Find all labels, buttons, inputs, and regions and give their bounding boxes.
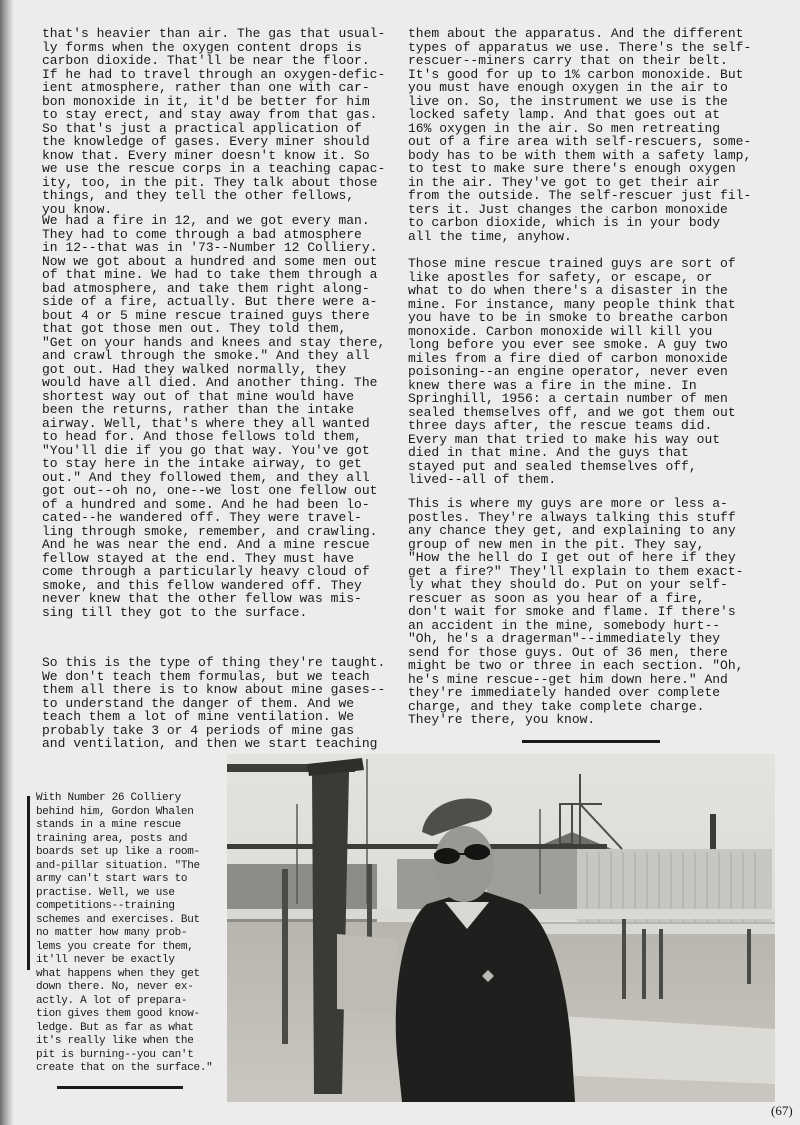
- sunglasses-bridge: [434, 853, 490, 855]
- paragraph: We had a fire in 12, and we got every man. They had to come through a bad atmosphere in 12--that was in '73--Number 12 Colliery. Now we got about a hundred and some men out of that mine. We had to take them through a bad atmosphere, and take them right along- side of a fire, actually. But there were a- bout 4 or 5 mine rescue trained guys there that got those men out. They told them, "Get on your hands and knees and stay there, and crawl through the smoke." And they all got out. Had they walked normally, they would have all died. And another thing. The shortest way out of that mine would have been the returns, rather than the intake airway. Well, that's where they all wanted to head for. And those fellows told them, "You'll die if you go that way. You've got to stay here in the intake airway, to get out." And they followed them, and they all got out--oh no, one--we lost one fellow out of a hundred and some. And he had been lo- cated--he wandered off. They were travel- ling through smoke, remember, and crawling. And he was near the end. And a mine rescue fellow stayed at the end. They must have come through a particularly heavy cloud of smoke, and this fellow wandered off. They never knew that the other fellow was mis- sing till they got to the surface.: [42, 213, 386, 620]
- page-binding-shadow: [0, 0, 14, 1125]
- photo-illustration: [227, 754, 775, 1102]
- paragraph: So this is the type of thing they're taught. We don't teach them formulas, but we teach them all there is to know about mine gases-- to understand the danger of them. And we teach them a lot of mine ventilation. We probably take 3 or 4 periods of mine gas and ventilation, and then we start teaching: [42, 655, 386, 751]
- paragraph: This is where my guys are more or less a- postles. They're always talking this stuff any chance they get, and explaining to any group of new men in the pit. They say, "How the hell do I get out of here if they get a fire?" They'll explain to them exact- ly what they should do. Put on your self- rescuer as soon as you hear of a fire, don't wait for smoke and flame. If there's an accident in the mine, somebody hurt-- "Oh, he's a dragerman"--immediately they send for those guys. Out of 36 men, there might be two or three in each section. "Oh, he's mine rescue--get him down here." And they're immediately handed over complete charge, and they take complete charge. They're there, you know.: [408, 496, 744, 727]
- page-number: (67): [771, 1103, 793, 1118]
- face: [434, 826, 494, 902]
- caption-end-rule: [57, 1086, 183, 1089]
- paragraph: them about the apparatus. And the different types of apparatus we use. There's the self- rescuer--miners carry that on their belt. It's good for up to 1% carbon monoxide. But you must have enough oxygen in the air to live on. So, the instrument we use is the locked safety lamp. And that goes out at 16% oxygen in the air. So men retreating out of a fire area with self-rescuers, some- body has to be with them with a safety lamp, to test to make sure there's enough oxygen in the air. They've got to get their air from the outside. The self-rescuer just fil- ters it. Just changes the carbon monoxide to carbon dioxide, which is in your body all the time, anyhow.: [408, 26, 752, 244]
- caption-margin-bar: [27, 796, 30, 970]
- photo-caption: With Number 26 Colliery behind him, Gordon Whalen stands in a mine rescue training area, posts and boards set up like a room- and-pillar situation. "The army can't start wars to practise. Well, we use competitions--training schemes and exercises. But no matter how many prob- lems you create for them, it'll never be exactly what happens when they get down there. No, never ex- actly. A lot of prepara- tion gives them good know- ledge. But as far as what it's really like when the pit is burning--you can't create that on the surface.": [36, 792, 213, 1074]
- paragraph: Those mine rescue trained guys are sort of like apostles for safety, or escape, or what to do when there's a disaster in the mine. For instance, many people think that you have to be in smoke to breathe carbon monoxide. Carbon monoxide will kill you long before you ever see smoke. A guy two miles from a fire died of carbon monoxide poisoning--an engine operator, never even knew there was a fire in the mine. In Springhill, 1956: a certain number of men sealed themselves off, and we got them out three days after, the rescue teams did. Every man that tried to make his way out died in that mine. And the guys that stayed put and sealed themselves off, lived--all of them.: [408, 256, 736, 487]
- plank: [337, 934, 402, 1014]
- section-end-rule: [522, 740, 660, 743]
- photo-gordon-whalen: [227, 754, 775, 1102]
- chimney: [710, 814, 716, 849]
- paragraph: that's heavier than air. The gas that usual- ly forms when the oxygen content drops is carbon dioxide. That'll be near the floor. If he had to travel through an oxygen-defic- ient atmosphere, rather than one with car- bon monoxide in it, it'd be better for him to stay erect, and stay away from that gas. So that's just a practical application of the knowledge of gases. Every miner should know that. Every miner doesn't know it. So we use the rescue corps in a teaching capac- ity, too, in the pit. They talk about those things, and they tell the other fellows, you know.: [42, 26, 386, 217]
